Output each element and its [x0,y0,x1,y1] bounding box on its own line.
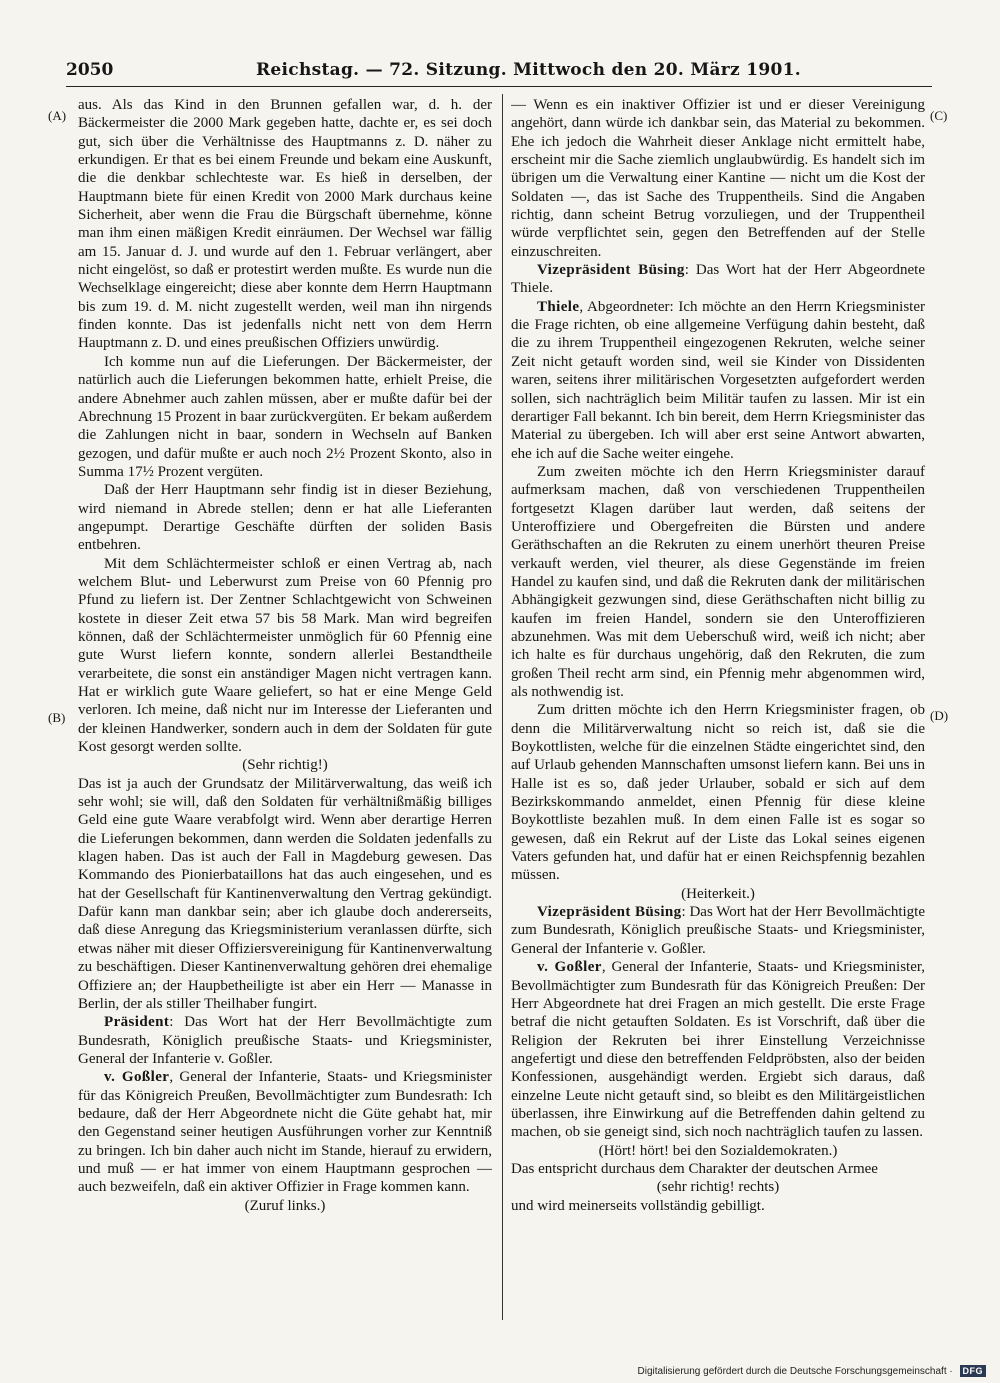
speech-vice-president: Vizepräsident Büsing: Das Wort hat der Herr Bevollmächtigte zum Bundesrath, Königlich preußische Staats- und Kriegsminister, General der Infanterie v. Goßler. [511,904,925,957]
digitization-footer [638,1365,986,1377]
interjection: (Sehr richtig!) [242,757,328,774]
margin-marker-a: (A) [48,108,67,123]
speech-vice-president: Vizepräsident Büsing: Das Wort hat der Herr Abgeordnete Thiele. [511,262,925,297]
speech-president: Präsident: Das Wort hat der Herr Bevollmächtigte zum Bundesrath, Königlich preußische Staats- und Kriegsminister, General der Infanterie v. Goßler. [78,1014,492,1067]
interjection: (Heiterkeit.) [681,885,755,902]
page-number: 2050 [66,60,114,80]
margin-marker-c: (C) [930,108,948,123]
speech-gossler: v. Goßler, General der Infanterie, Staats- und Kriegsminister für das Königreich Preußen, Bevollmächtigter zum Bundesrath: Ich bedaure, daß der Herr Abgeordnete nicht die Güte gehabt hat, mir den Gegenstand seiner heutigen Ausführungen vorher zur Kenntniß zu bringen. Ich bin daher auch nicht im Stande, hierauf zu erwidern, und muß — er hat immer von einem Hauptmann gesprochen — auch bezweifeln, daß ein aktiver Offizier in Frage kommen kann. [78,1069,492,1196]
paragraph: — Wenn es ein inaktiver Offizier ist und er dieser Vereinigung angehört, dann würde ich dankbar sein, das Material zu bekommen. Ehe ich jedoch die Wahrheit dieser Anklage nicht ermittelt habe, erscheint mir die Sache ziemlich unglaubwürdig. Es handelt sich im übrigen um die Verwaltung einer Kantine — nicht um die Kost der Soldaten —, das ist Sache des Truppentheils. Sind die Angaben richtig, dann scheint Betrug vorzuliegen, und der Truppentheil würde verpflichtet sein, gegen den Betreffenden auf der Stelle einzuschreiten. [511,97,925,260]
interjection: (Hört! hört! bei den Sozialdemokraten.) [598,1142,838,1159]
footer-text: Digitalisierung gefördert durch die Deutsche Forschungsgemeinschaft · [637,1366,953,1377]
margin-marker-b: (B) [48,710,66,725]
margin-marker-d: (D) [930,708,949,723]
right-column [511,96,925,1318]
page-header [66,60,930,84]
left-column [78,96,492,1318]
paragraph: Das entspricht durchaus dem Charakter der deutschen Armee [511,1160,878,1177]
interjection: (Zuruf links.) [244,1197,326,1214]
paragraph: Zum dritten möchte ich den Herrn Kriegsminister fragen, ob denn die Militärverwaltung nicht so reich ist, daß sie die Boykottlisten, welche für die einzelnen Städte eingerichtet sind, den auf Urlaub gehenden Mannschaften umsonst liefern kann. Bei uns in Halle ist es so, daß jeder Urlauber, sobald er sich auf dem Bezirkskommando anmeldet, einen Pfennig für diese kleine Boykottliste bezahlen muß. In dem einen Falle ist es sogar so gewesen, daß ein Rekrut auf der Liste das Lokal seines eigenen Vaters gefunden hat, und dafür hat er einen Reichspfennig bezahlen müssen. [511,702,925,884]
column-rule [502,94,503,1320]
paragraph: Das ist ja auch der Grundsatz der Militärverwaltung, das weiß ich sehr wohl; sie will, daß den Soldaten für verhältnißmäßig billiges Geld eine gute Waare verabfolgt wird. Wenn aber derartige Herren die Lieferungen bekommen, dann werden die Soldaten jedenfalls zu klagen haben. Das ist auch der Fall in Magdeburg gewesen. Das Kommando des Pionierbataillons hat das auch eingesehen, und es hat der Gesellschaft für Kantinenverwaltung den Vertrag gekündigt. Dafür kann man dankbar sein; aber ich glaube doch andererseits, daß diese Anregung das Kriegsministerium veranlassen dürfte, sich etwas näher mit dieser Offiziersvereinigung für Kantinenverwaltung zu beschäftigen. Dieser Kantinenverwaltung gehören drei ehemalige Offiziere an; der Haupbetheiligte ist aber ein Herr — Manasse in Berlin, der als stiller Theilhaber fungirt. [78,775,492,1012]
paragraph: Zum zweiten möchte ich den Herrn Kriegsminister darauf aufmerksam machen, daß von verschiedenen Truppentheilen fortgesetzt Klagen darüber laut werden, daß seitens der Unteroffiziere und Obergefreiten die Bürsten und andere Geräthschaften an die Rekruten zu einem unerhört theuren Preise verkauft werden, viel theurer, als diese Gegenstände im freien Handel zu kaufen sind, und daß die Rekruten dank der militärischen Abhängigkeit gezwungen sind, diese Geräthschaften nicht billig zu kaufen im freien Handel, sondern sie den Unteroffizieren abzunehmen. Was mit dem Ueberschuß wird, weiß ich nicht; aber ich halte es für durchaus ungehörig, daß den Rekruten, die zum großen Theil recht arm sind, ein Pfennig mehr abgenommen wird, als nothwendig ist. [511,463,925,700]
speech-gossler: v. Goßler, General der Infanterie, Staats- und Kriegsminister, Bevollmächtigter zum Bundesrath für das Königreich Preußen: Der Herr Abgeordnete hat drei Fragen an mich gestellt. Die erste Frage betraf die nicht getauften Soldaten. Es ist Vorschrift, daß über die Religion der Rekruten bei ihrer Einstellung Verzeichnisse angefertigt und diese den betreffenden Feldpröbsten, also der beiden Konfessionen, ausgehändigt werden. Ergiebt sich daraus, daß einzelne Leute nicht getauft sind, so bleibt es den Militärgeistlichen überlassen, ihre Einwirkung auf die Betreffenden dahin geltend zu machen, ob sie geneigt sind, sich noch nachträglich taufen zu lassen. [511,959,925,1141]
paragraph: Ich komme nun auf die Lieferungen. Der Bäckermeister, der natürlich auch die Lieferungen bekommen hatte, erhielt Preise, die andere Abnehmer auch zahlen müssen, aber er mußte dafür bei der Abrechnung 15 Prozent in baar zurückvergüten. Er bekam außerdem die Zahlungen nicht in baar, sondern in Wechseln auf Banken gezogen, und dafür mußte er auch noch 2½ Prozent Skonto, also in Summa 17½ Prozent vergüten. [78,353,492,480]
paragraph: aus. Als das Kind in den Brunnen gefallen war, d. h. der Bäckermeister die 2000 Mark gegeben hatte, dachte er, es sei doch gut, sich über die Verhältnisse des Hauptmanns z. D. näher zu erkundigen. Er that es bei einem Freunde und bekam eine Auskunft, die die denkbar schlechteste war. Es hieß in derselben, der Hauptmann biete für einen Kredit von 2000 Mark durchaus keine Sicherheit, aber wenn die Frau die Bürgschaft übernehme, könne man ihm einen mäßigen Kredit einräumen. Der Wechsel war fällig am 15. Januar d. J. und wurde auf den 1. Februar verlängert, aber nicht eingelöst, so daß er protestirt werden mußte. Es wurde nun die Wechselklage eingereicht; diese aber konnte dem Herrn Hauptmann bis zum 19. d. M. nicht zugestellt werden, weil man ihn nirgends finden konnte. Das ist jedenfalls nicht nett von dem Herrn Hauptmann z. D. und eines preußischen Offiziers unwürdig. [78,97,492,352]
header-rule [66,86,932,87]
running-head: Reichstag. — 72. Sitzung. Mittwoch den 20. März 1901. [256,60,801,80]
interjection: (sehr richtig! rechts) [656,1179,780,1196]
paragraph: Mit dem Schlächtermeister schloß er einen Vertrag ab, nach welchem Blut- und Leberwurst zum Preise von 60 Pfennig pro Pfund zu liefern ist. Der Zentner Schlachtgewicht von Schweinen kostete in dieser Zeit etwa 57 bis 58 Mark. Man wird begreifen können, daß der Schlächtermeister unmöglich für 60 Pfennig eine gute Wurst liefern konnte, sondern allerlei Bestandtheile verarbeitete, die sonst ein anständiger Magen nicht vertragen kann. Hat er wirklich gute Waare geliefert, so hat er eine Menge Geld verloren. Ich meine, daß nicht nur im Interesse der Lieferanten und der kleinen Handwerker, sondern auch in dem der Soldaten für gute Kost gesorgt werden sollte. [78,555,492,756]
paragraph: Daß der Herr Hauptmann sehr findig ist in dieser Beziehung, wird niemand in Abrede stellen; denn er hat alle Lieferanten angepumpt. Derartige Geschäfte dürften der soliden Basis entbehren. [78,482,492,554]
paragraph: und wird meinerseits vollständig gebilligt. [511,1197,765,1214]
speech-thiele: Thiele, Abgeordneter: Ich möchte an den Herrn Kriegsminister die Frage richten, ob eine allgemeine Verfügung dahin besteht, daß die zu ihrem Truppentheil eingezogenen Rekruten, welche seiner Zeit nicht getauft worden sind, weil sie Kinder von Dissidenten waren, seitens ihrer militärischen Vorgesetzten aufgefordert werden sollen, sich nachträglich beim Militär taufen zu lassen. Mir ist ein derartiger Fall bekannt. Ich bin bereit, dem Herrn Kriegsminister das Material zu übergeben. Ich will aber erst seine Antwort abwarten, ehe ich auf die Sache weiter eingehe. [511,298,925,462]
dfg-logo: DFG [960,1365,987,1377]
